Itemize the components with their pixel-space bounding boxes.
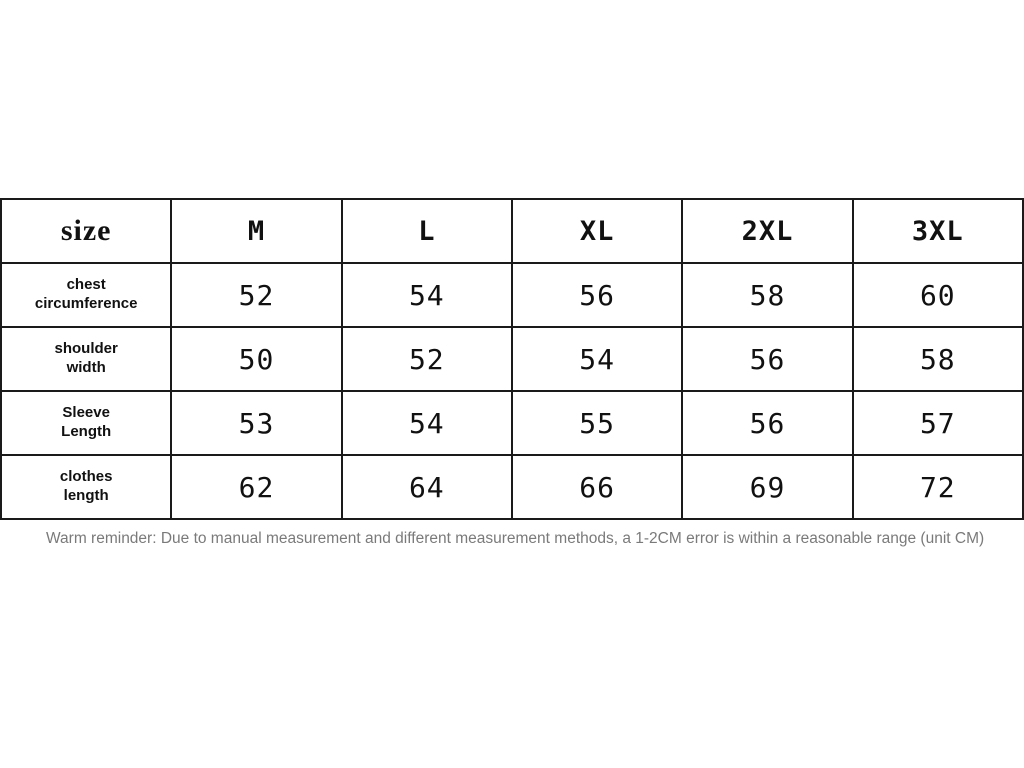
cell-value: 66 — [579, 470, 615, 504]
cell-value: 62 — [238, 470, 275, 504]
cell-value: 58 — [919, 342, 956, 376]
cell-clothes-2xl — [682, 455, 852, 519]
column-header-label: 2XL — [741, 215, 794, 247]
row-header-sleeve-length — [1, 391, 171, 455]
cell-shoulder-2xl — [682, 327, 852, 391]
column-header-label: XL — [579, 215, 615, 247]
cell-value: 55 — [579, 406, 615, 440]
column-header-m — [171, 199, 341, 263]
cell-value: 72 — [919, 470, 956, 504]
cell-sleeve-2xl — [682, 391, 852, 455]
cell-chest-2xl — [682, 263, 852, 327]
cell-shoulder-3xl — [853, 327, 1023, 391]
cell-value: 54 — [408, 406, 445, 440]
column-header-xl — [512, 199, 682, 263]
cell-value: 54 — [579, 342, 615, 376]
cell-value: 58 — [749, 278, 786, 312]
cell-value: 56 — [749, 406, 786, 440]
cell-shoulder-xl — [512, 327, 682, 391]
cell-clothes-m — [171, 455, 341, 519]
row-header-chest-circumference — [1, 263, 171, 327]
table-row — [1, 455, 1023, 519]
size-corner-label: size — [60, 214, 112, 247]
table-header-row — [1, 199, 1023, 263]
table-row — [1, 327, 1023, 391]
cell-chest-m — [171, 263, 341, 327]
row-label-line1: Sleeve — [62, 404, 110, 422]
cell-value: 56 — [749, 342, 786, 376]
cell-chest-xl — [512, 263, 682, 327]
row-header-clothes-length — [1, 455, 171, 519]
cell-value: 57 — [919, 406, 956, 440]
table-row — [1, 391, 1023, 455]
cell-clothes-l — [342, 455, 512, 519]
cell-sleeve-l — [342, 391, 512, 455]
cell-value: 64 — [408, 470, 445, 504]
cell-chest-l — [342, 263, 512, 327]
cell-value: 52 — [238, 278, 275, 312]
cell-clothes-xl — [512, 455, 682, 519]
table-corner-cell — [1, 199, 171, 263]
column-header-label: M — [247, 215, 266, 247]
cell-value: 53 — [238, 406, 275, 440]
row-label-line1: shoulder — [54, 340, 118, 358]
cell-value: 50 — [238, 342, 275, 376]
cell-shoulder-l — [342, 327, 512, 391]
row-label-line2: Length — [61, 423, 112, 440]
cell-chest-3xl — [853, 263, 1023, 327]
cell-value: 69 — [749, 470, 786, 504]
column-header-label: 3XL — [911, 215, 964, 247]
row-label-line1: clothes — [59, 468, 113, 486]
row-label-line2: circumference — [34, 295, 138, 312]
cell-sleeve-m — [171, 391, 341, 455]
cell-clothes-3xl — [853, 455, 1023, 519]
table-row — [1, 263, 1023, 327]
cell-value: 60 — [919, 278, 956, 312]
size-table-container — [0, 198, 1024, 520]
size-table — [0, 198, 1024, 520]
cell-shoulder-m — [171, 327, 341, 391]
row-header-shoulder-width — [1, 327, 171, 391]
cell-value: 54 — [408, 278, 445, 312]
row-label-line2: length — [63, 487, 109, 504]
column-header-2xl — [682, 199, 852, 263]
column-header-l — [342, 199, 512, 263]
column-header-3xl — [853, 199, 1023, 263]
row-label-line2: width — [66, 359, 106, 376]
cell-value: 56 — [579, 278, 615, 312]
measurement-note: Warm reminder: Due to manual measurement and different measurement methods, a 1-2CM error is within a reasonable range (unit CM) — [46, 530, 985, 547]
cell-sleeve-3xl — [853, 391, 1023, 455]
column-header-label: L — [418, 215, 436, 247]
cell-sleeve-xl — [512, 391, 682, 455]
row-label-line1: chest — [66, 276, 106, 294]
cell-value: 52 — [408, 342, 445, 376]
